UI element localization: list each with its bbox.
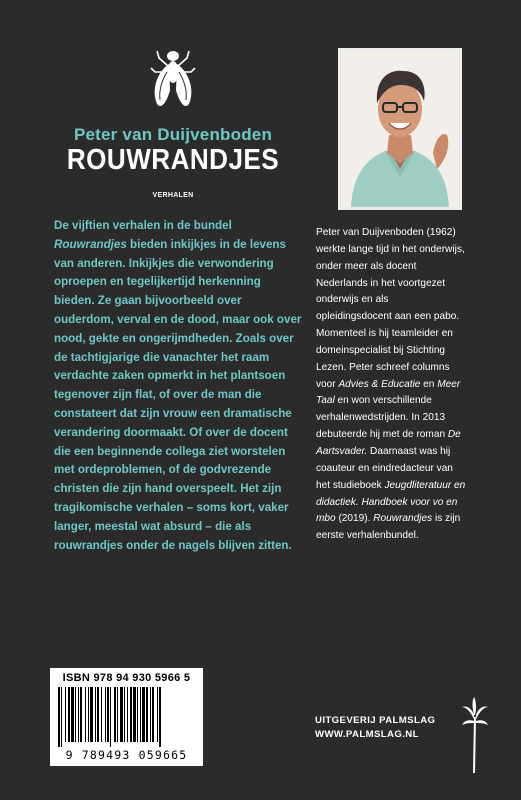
author-photo xyxy=(338,48,462,210)
barcode-digits: 9 789493 059665 xyxy=(65,748,188,762)
author-bio: Peter van Duijvenboden (1962) werkte lange tijd in het onderwijs, onder meer als docent Nederlands in het voortgezet onderwijs en als opleidingsdocent aan een pabo. Momenteel is hij teamleider en domeinspecialist bij Stichting Lezen. Peter schreef columns voor Advies & Educatie en Meer Taal en won verschillende verhalenwedstrijden. In 2013 debuteerde hij met de roman De Aartsvader. Daarnaast was hij coauteur en eindredacteur van het studieboek Jeugdliteratuur en didactiek. Handboek voor vo en mbo (2019). Rouwrandjes is zijn eerste verhalenbundel. xyxy=(316,227,466,542)
blurb-text: De vijftien verhalen in de bundel Rouwrandjes bieden inkijkjes in de levens van anderen. Inkijkjes die verwondering oproepen en tegelijkertijd herkenning bieden. Ze gaan bijvoorbeeld over ouderdom, verval en de dood, maar ook over nood, gekte en ongerijmdheden. Zoals over de tachtigjarige die vanachter het raam verdachte zaken opmerkt in het plantsoen tegenover zijn flat, of over de man die constateert dat zijn vrouw een dramatische verandering doormaakt. Of over de docent die een beginnende collega ziet worstelen met ordeproblemen, of de godvrezende christen die zijn hand overspeelt. Het zijn tragikomische verhalen – soms kort, vaker langer, meestal wat absurd – die als rouwrandjes onder de nagels blijven zitten. xyxy=(54,219,302,552)
isbn-barcode xyxy=(50,668,203,766)
book-title: ROUWRANDJES xyxy=(66,144,280,176)
publisher-info xyxy=(315,714,435,742)
blurb-title-italic: Rouwrandjes xyxy=(54,237,127,251)
publisher-website: WWW.PALMSLAG.NL xyxy=(315,729,419,740)
publisher-name: UITGEVERIJ PALMSLAG xyxy=(315,715,436,726)
fly-icon xyxy=(147,42,199,114)
author-name: Peter van Duijvenboden xyxy=(73,125,273,144)
barcode-bars xyxy=(56,687,197,747)
genre-label: VERHALEN xyxy=(152,192,194,199)
palm-tree-icon xyxy=(462,697,488,773)
isbn-label: ISBN 978 94 930 5966 5 xyxy=(62,672,191,684)
